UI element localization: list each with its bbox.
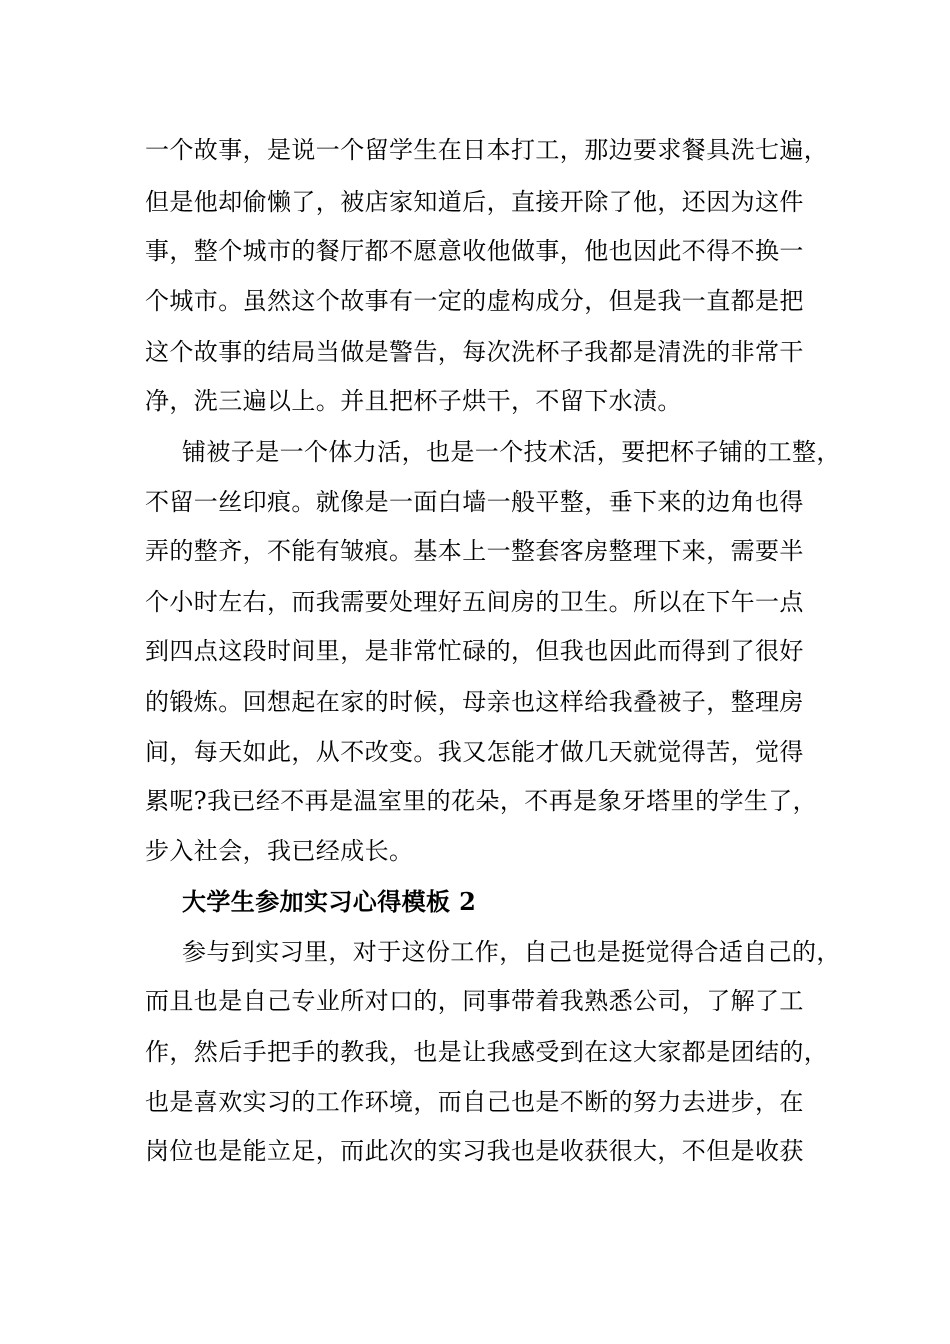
paragraph-line: 铺被子是一个体力活，也是一个技术活，要把杯子铺的工整， [182, 438, 841, 466]
paragraph-line: 一个故事，是说一个留学生在日本打工，那边要求餐具洗七遍， [145, 136, 829, 164]
paragraph-line: 事，整个城市的餐厅都不愿意收他做事，他也因此不得不换一 [145, 237, 804, 265]
paragraph-line: 不留一丝印痕。就像是一面白墙一般平整，垂下来的边角也得 [145, 488, 804, 516]
paragraph-line: 的锻炼。回想起在家的时候，母亲也这样给我叠被子，整理房 [145, 688, 804, 716]
paragraph-line: 个城市。虽然这个故事有一定的虚构成分，但是我一直都是把 [145, 287, 804, 315]
paragraph-line: 岗位也是能立足，而此次的实习我也是收获很大，不但是收获 [145, 1137, 804, 1165]
paragraph-line: 而且也是自己专业所对口的，同事带着我熟悉公司，了解了工 [145, 987, 804, 1015]
paragraph-line: 累呢?我已经不再是温室里的花朵，不再是象牙塔里的学生了， [145, 787, 818, 815]
paragraph-line: 但是他却偷懒了，被店家知道后，直接开除了他，还因为这件 [145, 188, 804, 216]
paragraph-line: 个小时左右，而我需要处理好五间房的卫生。所以在下午一点 [145, 588, 804, 616]
paragraph-line: 作，然后手把手的教我，也是让我感受到在这大家都是团结的， [145, 1038, 829, 1066]
paragraph-line: 弄的整齐，不能有皱痕。基本上一整套客房整理下来，需要半 [145, 537, 804, 565]
paragraph-line: 到四点这段时间里，是非常忙碌的，但我也因此而得到了很好 [145, 637, 804, 665]
paragraph-line: 参与到实习里，对于这份工作，自己也是挺觉得合适自己的， [182, 938, 841, 966]
paragraph-line: 净，洗三遍以上。并且把杯子烘干，不留下水渍。 [145, 387, 682, 415]
paragraph-line: 间，每天如此，从不改变。我又怎能才做几天就觉得苦，觉得 [145, 738, 804, 766]
paragraph-line: 也是喜欢实习的工作环境，而自己也是不断的努力去进步，在 [145, 1088, 804, 1116]
section-heading: 大学生参加实习心得模板 2 [182, 887, 477, 916]
paragraph-line: 步入社会，我已经成长。 [145, 837, 414, 865]
paragraph-line: 这个故事的结局当做是警告，每次洗杯子我都是清洗的非常干 [145, 338, 804, 366]
